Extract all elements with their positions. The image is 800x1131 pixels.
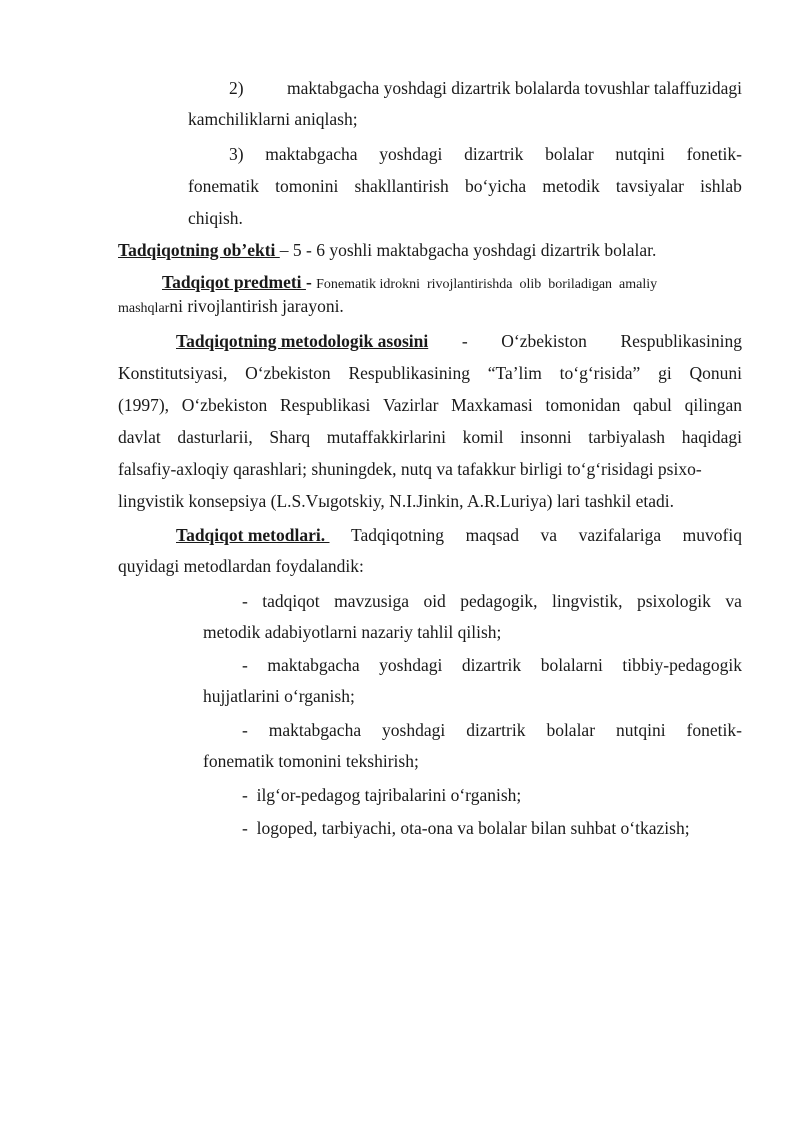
word: dizartrik — [461, 655, 522, 675]
research-object — [118, 240, 656, 260]
word: fonematik — [188, 176, 259, 196]
method-bullet-4: - ilg‘or-pedagog tajribalarini o‘rganish; — [242, 785, 522, 805]
research-subject-word: mashqlar — [118, 301, 170, 316]
methodology-line-2 — [118, 363, 742, 383]
task-number: 3) — [229, 144, 244, 164]
word: metodik — [542, 176, 600, 196]
word: mavzusiga — [334, 591, 409, 611]
research-object-text: – 5 - 6 yoshli maktabgacha yoshdagi dizartrik bolalar. — [279, 240, 657, 260]
word: pedagogik, — [460, 591, 538, 611]
word: komil — [462, 427, 504, 447]
word: to‘g‘risida” — [559, 363, 641, 383]
word: fonetik- — [686, 144, 742, 164]
word: “Ta’lim — [487, 363, 542, 383]
word: nutqini — [615, 144, 665, 164]
word: Respublikasining — [620, 331, 742, 351]
word: psixologik — [637, 591, 711, 611]
method-bullet-1-line-1 — [242, 591, 742, 611]
word: dizartrik — [464, 144, 524, 164]
word: muvofiq — [682, 525, 742, 545]
task-item-3-line-1 — [229, 144, 742, 164]
word: qilingan — [684, 395, 742, 415]
research-subject-text: Fonematik idrokni rivojlantirishda olib boriladigan amaliy — [316, 277, 658, 292]
word: vazifalariga — [578, 525, 662, 545]
task-text: maktabgacha yoshdagi dizartrik bolalarda tovushlar talaffuzidagi — [287, 78, 742, 98]
word: mutaffakkirlarini — [326, 427, 447, 447]
task-item-3-line-2 — [188, 176, 742, 196]
word: (1997), — [118, 395, 170, 415]
bullet-dash: - — [242, 591, 248, 611]
methodology-line-1 — [176, 331, 742, 351]
word: davlat — [118, 427, 161, 447]
method-bullet-2-line-1 — [242, 655, 742, 675]
research-subject-line-1 — [162, 272, 657, 295]
word: nutqini — [615, 720, 666, 740]
research-subject-rest: ni rivojlantirish jarayoni. — [169, 296, 344, 316]
research-subject-dash: - — [305, 272, 312, 292]
word: maqsad — [465, 525, 520, 545]
word: Vazirlar — [383, 395, 439, 415]
method-bullet-5: - logoped, tarbiyachi, ota-ona va bolalar bilan suhbat o‘tkazish; — [242, 818, 690, 838]
word: maktabgacha — [268, 720, 362, 740]
word: Tadqiqotning — [350, 525, 445, 545]
word: lingvistik, — [552, 591, 623, 611]
task-item-2-line-1 — [229, 78, 742, 98]
word: yoshdagi — [379, 655, 443, 675]
bullet-dash: - — [242, 655, 248, 675]
word: maktabgacha — [267, 655, 360, 675]
methodology-line-5: falsafiy-axloqiy qarashlari; shuningdek, nutq va tafakkur birligi to‘g‘risidagi psixo- — [118, 459, 702, 479]
methodology-line-4 — [118, 427, 742, 447]
word: maktabgacha — [265, 144, 358, 164]
word: yoshdagi — [379, 144, 443, 164]
word: fonetik- — [686, 720, 742, 740]
methodology-line-3 — [118, 395, 742, 415]
methodology-line-6: lingvistik konsepsiya (L.S.Vыgotskiy, N.I.Jinkin, A.R.Luriya) lari tashkil etadi. — [118, 491, 674, 511]
word: Qonuni — [689, 363, 742, 383]
research-subject-line-2 — [118, 296, 344, 319]
method-bullet-1-line-2: metodik adabiyotlarni nazariy tahlil qilish; — [203, 622, 502, 642]
word: gi — [658, 363, 672, 383]
word: - — [461, 331, 468, 351]
word: Respublikasi — [279, 395, 371, 415]
methodology-label: Tadqiqotning metodologik asosini — [176, 331, 429, 351]
research-object-label: Tadqiqotning ob’ekti — [118, 240, 280, 260]
word: tarbiyalash — [588, 427, 666, 447]
word: O‘zbekiston — [181, 395, 268, 415]
word: tavsiyalar — [615, 176, 684, 196]
word: Konstitutsiyasi, — [118, 363, 228, 383]
word: tomonini — [275, 176, 339, 196]
word: O‘zbekiston — [245, 363, 331, 383]
word: va — [540, 525, 558, 545]
methods-line-2: quyidagi metodlardan foydalandik: — [118, 556, 364, 576]
word: Sharq — [269, 427, 311, 447]
word: O‘zbekiston — [501, 331, 587, 351]
word: insonni — [520, 427, 572, 447]
task-item-2-line-2: kamchiliklarni aniqlash; — [188, 109, 358, 129]
word: oid — [423, 591, 446, 611]
word: dizartrik — [466, 720, 526, 740]
task-item-3-line-3: chiqish. — [188, 208, 243, 228]
word: tibbiy-pedagogik — [622, 655, 742, 675]
word: Maxkamasi — [451, 395, 533, 415]
word: tomonidan — [545, 395, 621, 415]
task-number: 2) — [229, 78, 244, 98]
method-bullet-2-line-2: hujjatlarini o‘rganish; — [203, 686, 355, 706]
methods-label: Tadqiqot metodlari. — [176, 525, 330, 545]
method-bullet-3-line-1 — [242, 720, 742, 740]
word: ishlab — [700, 176, 742, 196]
word: dasturlarii, — [177, 427, 253, 447]
word: qabul — [633, 395, 672, 415]
word: va — [725, 591, 742, 611]
word: bolalar — [546, 720, 596, 740]
methods-line-1 — [176, 525, 742, 545]
word: bolalar — [545, 144, 594, 164]
method-bullet-3-line-2: fonematik tomonini tekshirish; — [203, 751, 419, 771]
word: haqidagi — [681, 427, 742, 447]
word: tadqiqot — [262, 591, 320, 611]
research-subject-label: Tadqiqot predmeti — [162, 272, 306, 292]
word: shakllantirish — [354, 176, 449, 196]
word: bolalarni — [540, 655, 603, 675]
word: yoshdagi — [382, 720, 446, 740]
word: Respublikasining — [348, 363, 470, 383]
word: bo‘yicha — [464, 176, 527, 196]
bullet-dash: - — [242, 720, 248, 740]
